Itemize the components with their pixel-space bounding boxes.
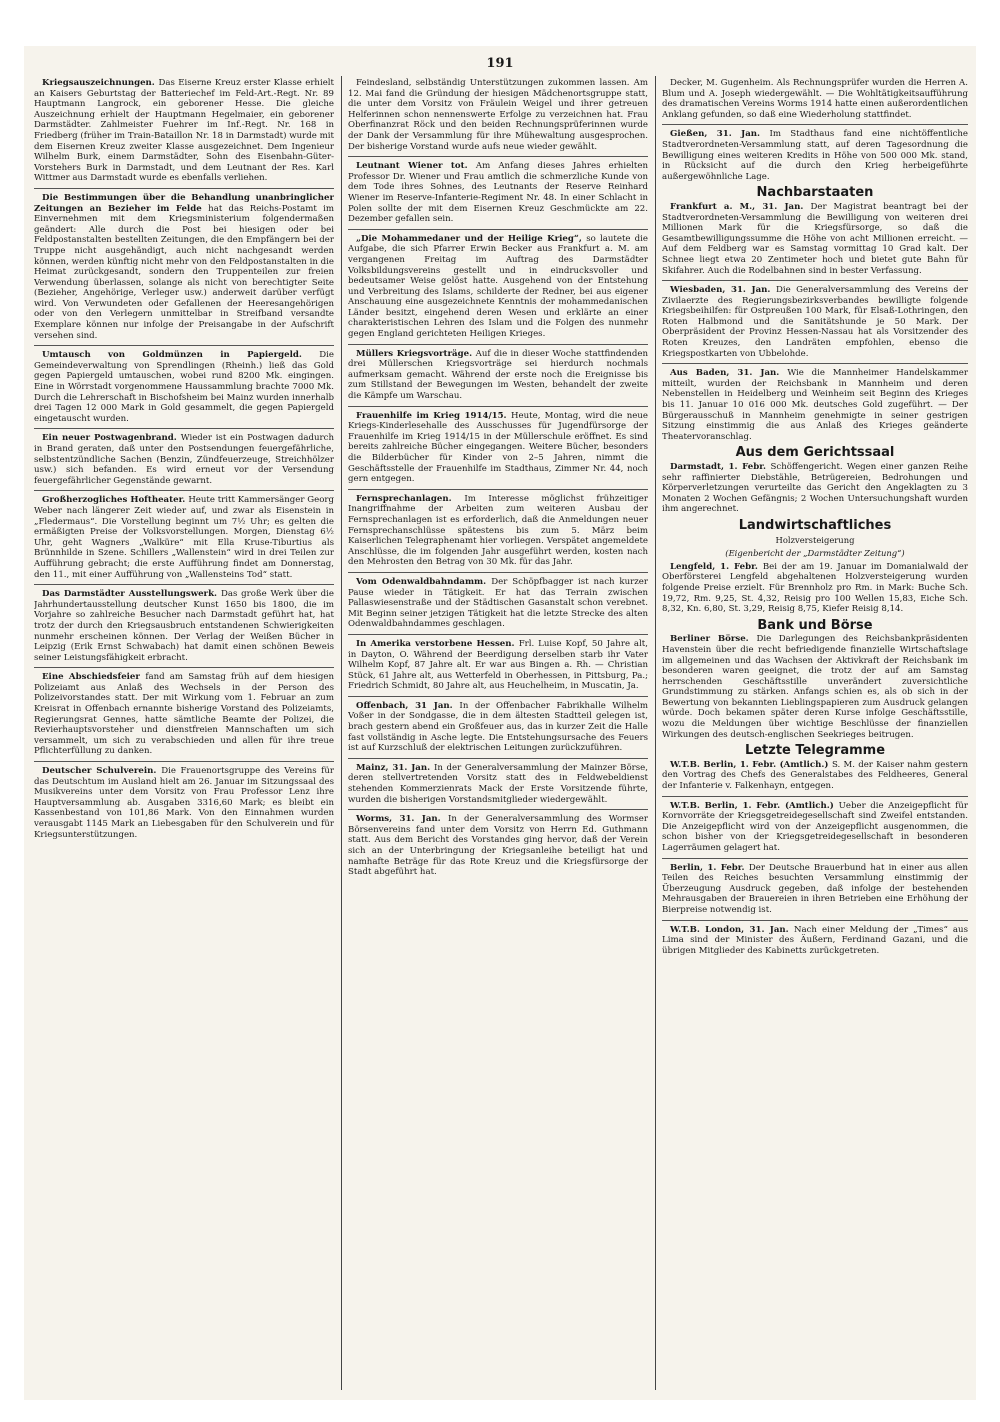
article-separator [662, 363, 968, 364]
article [348, 161, 648, 225]
article [348, 494, 648, 568]
article-text: In der Generalversammlung der Mainzer Börse, deren stellvertretenden Vorsitz statt des in Feldwebeldienst stehenden Kommerzienrats Mack der Erste Vorsitzende führte, wurden die bisherigen Vorstandsmitglieder wiedergewählt. [348, 762, 648, 805]
column-rule [655, 76, 656, 1390]
article-separator [662, 920, 968, 921]
article-text: Bei der am 19. Januar im Domanialwald der Oberförsterei Lengfeld abgehaltenen Holzversteigerung wurden folgende Preise erzielt. Für Brennholz pro Rm. in Mark: Buche Sch. 19,72, Rm. 9,25, St. 4,32, Reisig pro 100 Wellen 15,83, Eiche Sch. 8,32, Kn. 6,80, St. 3,29, Reisig 8,75, Kiefer Reisig 8,14. [662, 561, 968, 615]
article [662, 462, 968, 515]
article [348, 234, 648, 340]
article-headline: W.T.B. Berlin, 1. Febr. (Amtlich.) [670, 800, 839, 811]
section-heading-nachbarstaaten: Nachbarstaaten [756, 185, 874, 201]
article [348, 763, 648, 805]
article-headline: Großherzogliches Hoftheater. [42, 495, 189, 506]
article [662, 368, 968, 442]
article-separator [662, 124, 968, 125]
article-text: Die Frauenortsgruppe des Vereins für das Deutschtum im Ausland hielt am 26. Januar im Sitzungssaal des Musikvereins unter dem Vorsitz von Frau Professor Lenz ihre Hauptversammlung ab. Ausgaben 3316,60 Mark; es bleibt ein Kassenbestand von 101,86 Mark. Von den Einnahmen wurden verausgabt 1145 Mark an Liebesgaben für den Schulverein und für Kriegsunterstützungen. [34, 766, 334, 840]
article [662, 562, 968, 615]
article-text: Wie die Mannheimer Handelskammer mitteilt, wurden der Reichsbank in Mannheim und deren Nebenstellen in Heidelberg und Weinheim seit Beginn des Krieges bis 11. Januar 10 016 000 Mk. deutsches Gold zugeführt. — Der Bürgerausschuß in Mannheim genehmigte in seiner gestrigen Sitzung einstimmig die aus Anlaß des Krieges geänderte Theatervoranschlag. [662, 368, 968, 442]
article-headline: Offenbach, 31 Jan. [356, 700, 460, 711]
article-text: Der Deutsche Brauerbund hat in einer aus allen Teilen des Reiches besuchten Versammlung einstimmig der Überzeugung Ausdruck gegeben, daß infolge der bestehenden Mehrausgaben der Brauereien in ihren Betrieben eine Erhöhung der Bierpreise notwendig ist. [662, 862, 968, 915]
article-headline: W.T.B. London, 31. Jan. [670, 924, 794, 935]
article-headline: Eine Abschiedsfeier [42, 672, 146, 683]
article [34, 766, 334, 840]
article-separator [348, 344, 648, 345]
article-text: Heute, Montag, wird die neue Kriegs-Kinderlesehalle des Ausschusses für Jugendfürsorge der Frauenhilfe im Krieg 1914/15 in der Müllerschule eröffnet. Es sind bereits zahlreiche Bücher eingegangen. Weitere Bücher, besonders die Bilderbücher für Kinder von 2–5 Jahren, nimmt die Geschäftsstelle der Frauenhilfe im Stadthaus, Zimmer Nr. 44, noch gern entgegen. [348, 410, 648, 485]
article-separator [662, 280, 968, 281]
column-3 [662, 78, 968, 1388]
subheading-eigenbericht: (Eigenbericht der „Darmstädter Zeitung“) [725, 548, 905, 559]
article-headline: Lengfeld, 1. Febr. [670, 561, 763, 572]
article-text: S. M. der Kaiser nahm gestern den Vortrag des Chefs des Generalstabes des Feldheeres, General der Infanterie v. Falkenhayn, entgegen. [662, 759, 968, 792]
article-separator [348, 634, 648, 635]
article-separator [348, 809, 648, 810]
column-rule [341, 76, 342, 1390]
article-headline: W.T.B. Berlin, 1. Febr. (Amtlich.) [670, 759, 832, 770]
article-text: Frl. Luise Kopf, 50 Jahre alt, in Dayton, O. Während der Beerdigung derselben starb ihr Vater Wilhelm Kopf, 87 Jahre alt. Er war aus Bingen a. Rh. — Christian Stück, 61 Jahre alt, aus Wetterfeld in Oberhessen, in Pittsburg, Pa.; Friedrich Schmidt, 80 Jahre alt, aus Heuchelheim, in Muscatin, Ja. [348, 638, 648, 692]
article-text: Decker, M. Gugenheim. Als Rechnungsprüfer wurden die Herren A. Blum und A. Joseph wiedergewählt. — Die Wohltätigkeitsaufführung des dramatischen Vereins Worms 1914 hatte einen außerordentlichen Anklang gefunden, so daß eine Wiederholung stattfindet. [662, 78, 968, 120]
section-heading-letzte-telegramme: Letzte Telegramme [744, 743, 886, 759]
article [348, 577, 648, 630]
article-text: Im Interesse möglichst frühzeitiger Inangriffnahme der Arbeiten zum weiteren Ausbau der Fernsprechanlagen ist es erforderlich, daß die Anmeldungen neuer Fernsprechanschlüsse spätestens bis zum 5. März beim Kaiserlichen Telegraphenamt hier vorliegen. Verspätet angemeldete Anschlüsse, die im folgenden Jahr ausgeführt werden, kosten nach den Mehrosten den Betrag von 30 Mk. für das Jahr. [348, 493, 648, 568]
article [348, 349, 648, 402]
page-number: 191 [486, 56, 514, 71]
article-separator [348, 489, 648, 490]
article [662, 925, 968, 957]
article-separator [34, 584, 334, 585]
article [662, 202, 968, 276]
article [662, 801, 968, 854]
section-heading-bank-und-boerse: Bank und Börse [757, 617, 873, 633]
article [34, 78, 334, 184]
article-headline: Müllers Kriegsvorträge. [356, 348, 476, 359]
article-text: Die Gemeindeverwaltung von Sprendlingen (Rheinh.) ließ das Gold gegen Papiergeld umtauschen, wobei rund 8200 Mk. eingingen. Eine in Wörrstadt vorgenommene Haussammlung brachte 7000 Mk. Durch die Lehrerschaft in Bischofsheim bei Mainz wurden innerhalb drei Tagen 12 000 Mark in Gold gesammelt, die gegen Papiergeld eingetauscht wurden. [34, 350, 334, 424]
article-separator [348, 229, 648, 230]
article [662, 863, 968, 916]
article [348, 639, 648, 692]
article-headline: Vom Odenwaldbahndamm. [356, 576, 492, 587]
article-separator [348, 406, 648, 407]
article [662, 129, 968, 182]
article [348, 411, 648, 485]
article-headline: Wiesbaden, 31. Jan. [670, 285, 777, 296]
article-separator [34, 490, 334, 491]
article-headline: Darmstadt, 1. Febr. [670, 462, 771, 472]
article-headline: Frauenhilfe im Krieg 1914/15. [356, 410, 512, 421]
article [662, 634, 968, 740]
article-headline: Aus Baden, 31. Jan. [670, 368, 788, 379]
article [662, 285, 968, 359]
article-headline: Leutnant Wiener tot. [356, 161, 476, 172]
article-text: Das Eiserne Kreuz erster Klasse erhielt an Kaisers Geburtstag der Batteriechef im Feld-Art.-Regt. Nr. 89 Hauptmann Langrock, ein geborener Hesse. Die gleiche Auszeichnung erhielt der Hauptmann Hegelmaier, ein geborener Darmstädter. Zahlmeister Fuehrer im Inf.-Regt. Nr. 168 in Friedberg (früher im Train-Bataillon Nr. 18 in Darmstadt) wurde mit dem Eisernen Kreuz zweiter Klasse ausgezeichnet. Dem Ingenieur Wilhelm Burk, einem Darmstädter, Sohn des Eisenbahn-Güter-Vorstehers Burk in Darmstadt, und dem Leutnant der Res. Karl Wittmer aus Darmstadt wurde es ebenfalls verliehen. [34, 78, 334, 184]
article-separator [34, 188, 334, 189]
article [34, 672, 334, 757]
article-separator [34, 761, 334, 762]
article-headline: „Die Mohammedaner und der Heilige Krieg“, [356, 233, 587, 244]
article-headline: Berlin, 1. Febr. [670, 862, 749, 873]
article-headline: Frankfurt a. M., 31. Jan. [670, 201, 811, 212]
article-text: fand am Samstag früh auf dem hiesigen Polizeiamt aus Anlaß des Wechsels in der Person des Polizeivorstandes statt. Der mit Wirkung vom 1. Februar an zum Kreisrat in Offenbach ernannte bisherige Vorstand des Polizeiamts, Regierungsrat Gennes, hatte sämtliche Beamte der Polizei, die Revierhauptsvorsteher und dienstfreien Mannschaften um sich versammelt, um sich zu verabschieden und allen für ihre treue Pflichterfüllung zu danken. [34, 672, 334, 757]
article-separator [348, 758, 648, 759]
article-headline: Fernsprechanlagen. [356, 493, 465, 504]
article-text: In der Offenbacher Fabrikhalle Wilhelm Voßer in der Sondgasse, die in dem ältesten Stadtteil gelegen ist, brach gestern abend ein Großfeuer aus, das in kurzer Zeit die Halle fast vollständig in Asche legte. Die Entstehungsursache des Feuers ist auf Kurzschluß der elektrischen Leitungen zurückzuführen. [348, 700, 648, 754]
article-headline: Das Darmstädter Ausstellungswerk. [42, 589, 222, 600]
article-separator [348, 696, 648, 697]
article [662, 760, 968, 792]
article [662, 78, 968, 120]
article-text: Nach einer Meldung der „Times“ aus Lima sind der Minister des Äußern, Ferdinand Gazani, und die übrigen Mitglieder des Kabinetts zurückgetreten. [662, 924, 968, 956]
article [34, 495, 334, 580]
article-text: Im Stadthaus fand eine nichtöffentliche Stadtverordneten-Versammlung statt, auf deren Tagesordnung die Bewilligung eines weiteren Kredits in Höhe von 500 000 Mk. stand, in Rücksicht auf die durch den Krieg herbeigeführte außergewöhnliche Lage. [662, 129, 968, 182]
section-heading-gerichtssaal: Aus dem Gerichtssaal [735, 445, 895, 461]
article-separator [348, 572, 648, 573]
article-separator [34, 345, 334, 346]
article-headline: Mainz, 31. Jan. [356, 762, 434, 773]
article [34, 350, 334, 424]
article-text: Ueber die Anzeigepflicht für Kornvorräte der Kriegsgetreidegesellschaft sind Zweifel entstanden. Die Anzeigepflicht wird von der Anzeigepflicht ausgenommen, die schon bisher von der Kriegsgetreidegesellschaft in besonderen Lagerräumen gelagert hat. [662, 800, 968, 853]
article-headline: Deutscher Schulverein. [42, 766, 162, 777]
article-headline: In Amerika verstorbene Hessen. [356, 638, 519, 649]
article-separator [662, 858, 968, 859]
article-text: Auf die in dieser Woche stattfindenden drei Müllerschen Kriegsvorträge sei hierdurch nochmals aufmerksam gemacht. Während der erste noch die Ereignisse bis zum Stillstand der Bewegungen im Westen, behandelt der zweite die Kämpfe um Warschau. [348, 348, 648, 402]
article-separator [662, 796, 968, 797]
section-heading-landwirtschaftliches: Landwirtschaftliches [738, 517, 892, 533]
article-text: Die Darlegungen des Reichsbankpräsidenten Havenstein über die recht befriedigende finanzielle Wirtschaftslage im allgemeinen und das Wachsen der Aktivkraft der Reichsbank im besonderen waren geeignet, die trotz der auf am Samstag herrschenden Geschäftsstille unverändert zuversichtliche Grundstimmung zu stärken. Anfangs schien es, als ob sich in der Bewertung von bekannten Lieblingspapieren zum Ausdruck gelangen würde. Doch bekamen später deren Kurse infolge Geschäftsstille, wozu die Meldungen über wichtige Beschlüsse der finanziellen Wirkungen des deutsch-englischen Seekrieges beitrugen. [662, 634, 968, 740]
article-text: Feindesland, selbständig Unterstützungen zukommen lassen. Am 12. Mai fand die Gründung der hiesigen Mädchenortsgruppe statt, die unter dem Vorsitz von Fräulein Weigel und ihrer getreuen Helferinnen schon nennenswerte Erfolge zu verzeichnen hat. Frau Oberfinanzrat Röck und den beiden Rechnungsprüferinnen wurde der Dank der Versammlung für ihre Mühewaltung ausgesprochen. Der bisherige Vorstand wurde aufs neue wieder gewählt. [348, 78, 648, 152]
article-headline: Kriegsauszeichnungen. [42, 78, 159, 88]
article-text: Das große Werk über die Jahrhundertausstellung deutscher Kunst 1650 bis 1800, die im Vorjahre so zahlreiche Besucher nach Darmstadt geführt hat, hat trotz der durch den Kriegsausbruch entstandenen Schwierigkeiten nunmehr erscheinen können. Der Verlag der Weißen Bücher in Leipzig (Erik Ernst Schwabach) hat damit einen schönen Beweis seiner Leistungsfähigkeit erbracht. [34, 589, 334, 663]
article [348, 78, 648, 152]
article-text: Die Generalversammlung des Vereins der Zivilaerzte des Regierungsbezirksverbandes bewilligte folgende Kriegsbeihilfen: für Ostpreußen 100 Mark, für Elsaß-Lothringen, den Roten Halbmond und die Sanitätshunde je 50 Mark. Der Oberpräsident der Provinz Hessen-Nassau hat als Vorsitzender des Roten Kreuzes, den Landräten empfohlen, ebenso die Kriegspostkarten von Ubbelohde. [662, 285, 968, 359]
article-text: Schöffengericht. Wegen einer ganzen Reihe sehr raffinierter Diebstähle, Betrügereien, Bedrohungen und Körperverletzungen verurteilte das Gericht den Angeklagten zu 3 Monaten 2 Wochen Gefängnis; 2 Wochen Untersuchungshaft wurden ihm angerechnet. [662, 462, 968, 515]
article-text: Am Anfang dieses Jahres erhielten Professor Dr. Wiener und Frau amtlich die schmerzliche Kunde von dem Tode ihres Sohnes, des Leutnants der Reserve Reinhard Wiener im Reserve-Infanterie-Regiment Nr. 48. In einer Schlacht in Polen sollte der mit dem Eisernen Kreuz Geschmückte am 22. Dezember gefallen sein. [348, 161, 648, 225]
article-text: In der Generalversammlung des Wormser Börsenvereins fand unter dem Vorsitz von Herrn Ed. Guthmann statt. Aus dem Bericht des Vorstandes ging hervor, daß der Verein sich an der Unterbringung der Kriegsanleihe beteiligt hat und namhafte Beträge für das Rote Kreuz und die Kriegsfürsorge der Stadt abgeführt hat. [348, 814, 648, 878]
article [34, 589, 334, 663]
subheading-holzversteigerung: Holzversteigerung [775, 534, 855, 545]
article-headline: Berliner Börse. [670, 634, 757, 645]
article [34, 433, 334, 486]
article-separator [34, 428, 334, 429]
article-text: Heute tritt Kammersänger Georg Weber nach längerer Zeit wieder auf, und zwar als Eisenstein in „Fledermaus“. Die Vorstellung beginnt um 7½ Uhr; es gelten die ermäßigten Preise der Volksvorstellungen. Morgen, Dienstag 6½ Uhr, geht Wagners „Walküre“ mit Ella Kruse-Tiburtius als Brünnhilde in Szene. Schillers „Wallenstein“ wird in drei Teilen zur Aufführung gebracht; die erste Aufführung findet am Donnerstag, den 11., mit einer Aufführung von „Wallensteins Tod“ statt. [34, 495, 334, 580]
column-1 [34, 78, 334, 1388]
article [348, 701, 648, 754]
article-text: so lautete die Aufgabe, die sich Pfarrer Erwin Becker aus Frankfurt a. M. am vergangenen Freitag im Auftrag des Darmstädter Volksbildungsvereins gestellt und in eindrucksvoller und bedeutsamer Weise gelöst hatte. Ausgehend von der Entstehung und Verbreitung des Islams, schilderte der Redner, bei aus eigener Anschauung eine ausgezeichnete Kenntnis der mohammedanischen Länder besitzt, eingehend deren Wesen und erklärte an einer charakteristischen Lehren des Islam und die Folgen des nunmehr gegen England gerichteten Heiligen Krieges. [348, 233, 648, 340]
article-separator [348, 156, 648, 157]
article-headline: Umtausch von Goldmünzen in Papiergeld. [42, 350, 320, 361]
article [348, 814, 648, 878]
article [34, 193, 334, 341]
article-headline: Worms, 31. Jan. [356, 814, 448, 825]
article-text: Wieder ist ein Postwagen dadurch in Brand geraten, daß unter den Postsendungen feuergefährliche, selbstentzündliche Sachen (Benzin, Zündfeuerzeuge, Streichhölzer usw.) sich befanden. Es wird erneut vor der Versendung feuergefährlicher Gegenstände gewarnt. [34, 433, 334, 486]
article-text: Der Schöpfbagger ist nach kurzer Pause wieder in Tätigkeit. Er hat das Terrain zwischen Pallaswiesenstraße und der Städtischen Gasanstalt schon verebnet. Mit Beginn seiner jetzigen Tätigkeit hat die letzte Strecke des alten Odenwaldbahndammes geschlagen. [348, 576, 648, 630]
column-2 [348, 78, 648, 1388]
article-separator [34, 667, 334, 668]
article-headline: Die Bestimmungen über die Behandlung unanbringlicher Zeitungen an Bezieher im Felde [34, 192, 334, 214]
newspaper-page [24, 46, 976, 1400]
article-text: hat das Reichs-Postamt im Einvernehmen mit dem Kriegsministerium folgendermaßen geändert: Alle durch die Post bei hiesigen oder bei Feldpostanstalten bestellten Zeitungen, die den Empfängern bei der Truppe nicht ausgehändigt, auch nicht nachgesandt werden können, werden künftig nicht mehr von den Feldpostanstalten in die Heimat zurückgesandt, sondern den Truppenteilen zur freien Verwendung überlassen, solange als nicht von berechtigter Seite (Bezieher, Angehörige, Verleger usw.) anderweit darüber verfügt wird. Von Verwundeten oder Gefallenen der Heeresangehörigen oder von den Verlegern unmittelbar in Streifband versandte Exemplare können nur infolge der Preisangabe in der Aufschrift versehen sind. [34, 203, 334, 341]
article-text: Der Magistrat beantragt bei der Stadtverordneten-Versammlung die Bewilligung von weiteren drei Millionen Mark für die Kriegsfürsorge, so daß die Gesamtbewilligungssumme die Höhe von acht Millionen erreicht. — Auf dem Feldberg war es Samstag vormittag 10 Grad kalt. Der Schnee liegt etwa 20 Zentimeter hoch und bietet gute Bahn für Skifahrer. Auch die Rodelbahnen sind in bester Verfassung. [662, 201, 968, 276]
article-headline: Gießen, 31. Jan. [670, 129, 770, 140]
article-headline: Ein neuer Postwagenbrand. [42, 433, 181, 444]
